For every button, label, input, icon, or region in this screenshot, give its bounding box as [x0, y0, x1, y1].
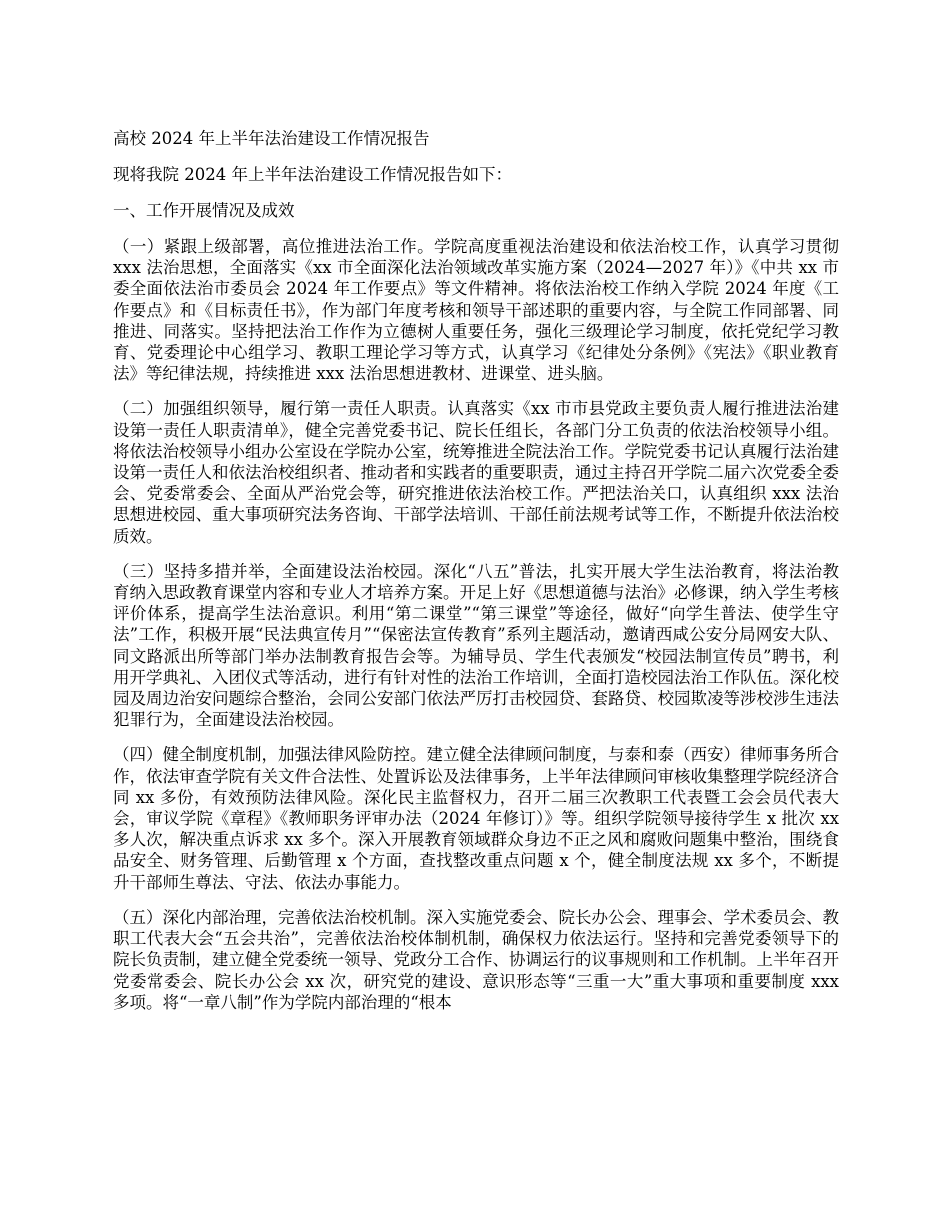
section-heading: 一、工作开展情况及成效	[113, 201, 295, 220]
paragraph-4: （四）健全制度机制，加强法律风险防控。建立健全法律顾问制度，与泰和泰（西安）律师事务所合作，依法审查学院有关文件合法性、处置诉讼及法律事务，上半年法律顾问审核收集整理学院经济合同 xx 多份，有效预防法律风险。深化民主监督权力，召开二届三次教职工代表暨工会会员代表大会，审议学院《章程》《教师职务评审办法（2024 年修订）》等。组织学院领导接待学生 x 批次 xx 多人次，解决重点诉求 xx 多个。深入开展教育领域群众身边不正之风和腐败问题集中整治，围绕食品安全、财务管理、后勤管理 x 个方面，查找整改重点问题 x 个，健全制度法规 xx 多个，不断提升干部师生尊法、守法、依法办事能力。	[113, 745, 839, 892]
document-page	[113, 128, 839, 1027]
paragraph-3: （三）坚持多措并举，全面建设法治校园。深化“八五”普法，扎实开展大学生法治教育，将法治教育纳入思政教育课堂内容和专业人才培养方案。开足上好《思想道德与法治》必修课，纳入学生考核评价体系，提高学生法治意识。利用“第二课堂”“第三课堂”等途径，做好“向学生普法、使学生守法”工作，积极开展“民法典宣传月”“保密法宣传教育”系列主题活动，邀请西咸公安分局网安大队、同文路派出所等部门举办法制教育报告会等。为辅导员、学生代表颁发“校园法制宣传员”聘书，利用开学典礼、入团仪式等活动，进行有针对性的法治工作培训，全面打造校园法治工作队伍。深化校园及周边治安问题综合整治，会同公安部门依法严厉打击校园贷、套路贷、校园欺凌等涉校涉生违法犯罪行为，全面建设法治校园。	[113, 561, 839, 730]
paragraph-5: （五）深化内部治理，完善依法治校机制。深入实施党委会、院长办公会、理事会、学术委员会、教职工代表大会“五会共治”，完善依法治校体制机制，确保权力依法运行。坚持和完善党委领导下的院长负责制，建立健全党委统一领导、党政分工合作、协调运行的议事规则和工作机制。上半年召开党委常委会、院长办公会 xx 次，研究党的建设、意识形态等“三重一大”重大事项和重要制度 xxx 多项。将“一章八制”作为学院内部治理的“根本	[113, 907, 839, 1012]
paragraph-2: （二）加强组织领导，履行第一责任人职责。认真落实《xx 市市县党政主要负责人履行推进法治建设第一责任人职责清单》，健全完善党委书记、院长任组长，各部门分工负责的依法治校领导小组。将依法治校领导小组办公室设在学院办公室，统筹推进全院法治工作。学院党委书记认真履行法治建设第一责任人和依法治校组织者、推动者和实践者的重要职责，通过主持召开学院二届六次党委全委会、党委常委会、全面从严治党会等，研究推进依法治校工作。严把法治关口，认真组织 xxx 法治思想进校园、重大事项研究法务咨询、干部学法培训、干部任前法规考试等工作，不断提升依法治校质效。	[113, 399, 839, 546]
paragraph-1: （一）紧跟上级部署，高位推进法治工作。学院高度重视法治建设和依法治校工作，认真学习贯彻 xxx 法治思想，全面落实《xx 市全面深化法治领域改革实施方案（2024—2027 年）》《中共 xx 市委全面依法治市委员会 2024 年工作要点》等文件精神。将依法治校工作纳入学院 2024 年度《工作要点》和《目标责任书》，作为部门年度考核和领导干部述职的重要内容，与全院工作同部署、同推进、同落实。坚持把法治工作作为立德树人重要任务，强化三级理论学习制度，依托党纪学习教育、党委理论中心组学习、教职工理论学习等方式，认真学习《纪律处分条例》《宪法》《职业教育法》等纪律法规，持续推进 xxx 法治思想进教材、进课堂、进头脑。	[113, 237, 839, 384]
document-title: 高校 2024 年上半年法治建设工作情况报告	[113, 129, 430, 148]
intro-line: 现将我院 2024 年上半年法治建设工作情况报告如下：	[113, 165, 512, 184]
